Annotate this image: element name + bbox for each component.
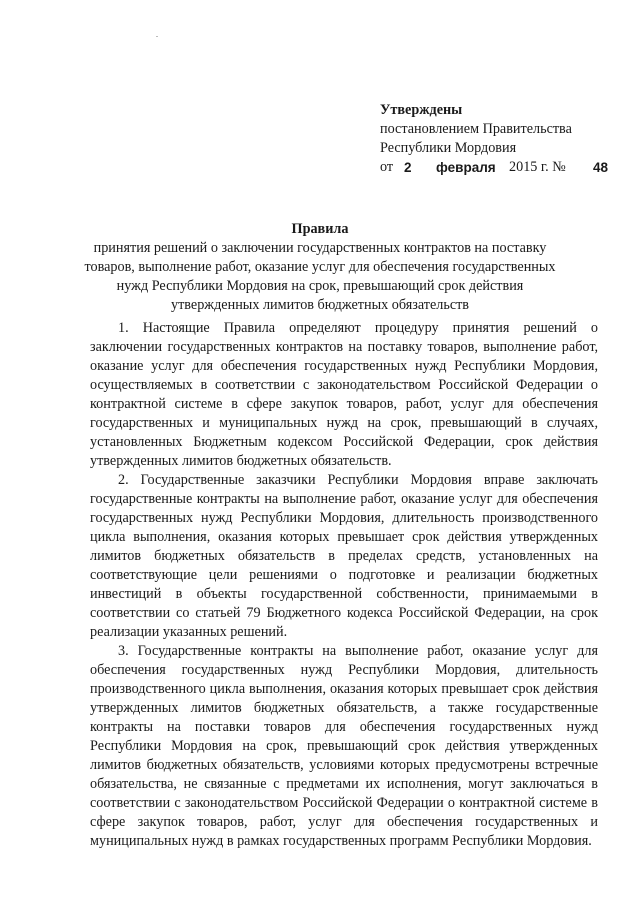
- approval-block: [380, 101, 620, 177]
- document-title: [0, 220, 640, 315]
- date-month: февраля: [436, 160, 496, 175]
- document-body: [90, 319, 598, 851]
- date-year-text: 2015 г.: [509, 159, 549, 175]
- approval-line-2: Республики Мордовия: [380, 140, 517, 156]
- paragraph-1: 1. Настоящие Правила определяют процедуру принятия решений о заключении государственных контрактов на поставку товаров, выполнение работ, оказание услуг для обеспечения государственных нужд Республики Мордовия, осуществляемых в соответствии с законодательством Российской Федерации о контрактной системе в сфере закупок товаров, работ, услуг для обеспечения государственных и муниципальных нужд на срок, превышающий в случаях, установленных Бюджетным кодексом Российской Федерации, срок действия утвержденных лимитов бюджетных обязательств.: [90, 320, 598, 469]
- title-heading: Правила: [291, 221, 349, 237]
- title-subtitle-line-1: принятия решений о заключении государственных контрактов на поставку: [93, 240, 547, 256]
- paragraph-2: 2. Государственные заказчики Республики Мордовия вправе заключать государственные контракты на выполнение работ, оказание услуг для обеспечения государственных нужд Республики Мордовия, длительность производственного цикла выполнения, оказания которых превышает срок действия утвержденных лимитов бюджетных обязательств в пределах средств, установленных на соответствующие цели решениями о подготовке и реализации бюджетных инвестиций в объекты государственной собственности, принимаемыми в соответствии со статьей 79 Бюджетного кодекса Российской Федерации, на срок реализации указанных решений.: [90, 472, 598, 640]
- title-subtitle-line-2: товаров, выполнение работ, оказание услуг для обеспечения государственных: [84, 259, 556, 275]
- date-day: 2: [404, 160, 412, 175]
- decree-number: 48: [593, 160, 609, 175]
- scan-speck: [156, 36, 158, 37]
- approval-date-line: [380, 158, 620, 177]
- approval-heading: Утверждены: [380, 102, 463, 118]
- title-subtitle-line-4: утвержденных лимитов бюджетных обязательств: [170, 297, 470, 313]
- number-sign: №: [552, 159, 566, 175]
- approval-line-1: постановлением Правительства: [380, 121, 572, 137]
- title-subtitle-line-3: нужд Республики Мордовия на срок, превышающий срок действия: [116, 278, 524, 294]
- date-year: [509, 158, 566, 177]
- paragraph-3: 3. Государственные контракты на выполнение работ, оказание услуг для обеспечения государственных нужд Республики Мордовия, длительность производственного цикла выполнения, оказания которых превышает срок действия утвержденных лимитов бюджетных обязательств, а также государственные контракты на поставки товаров для обеспечения государственных нужд Республики Мордовия на срок, превышающий срок действия утвержденных лимитов бюджетных обязательств, условиями которых предусмотрены встречные обязательства, не связанные с предметами их исполнения, могут заключаться в соответствии с законодательством Российской Федерации о контрактной системе в сфере закупок товаров, работ, услуг для обеспечения государственных и муниципальных нужд в рамках государственных программ Республики Мордовия.: [90, 643, 598, 849]
- date-prefix: от: [380, 159, 394, 175]
